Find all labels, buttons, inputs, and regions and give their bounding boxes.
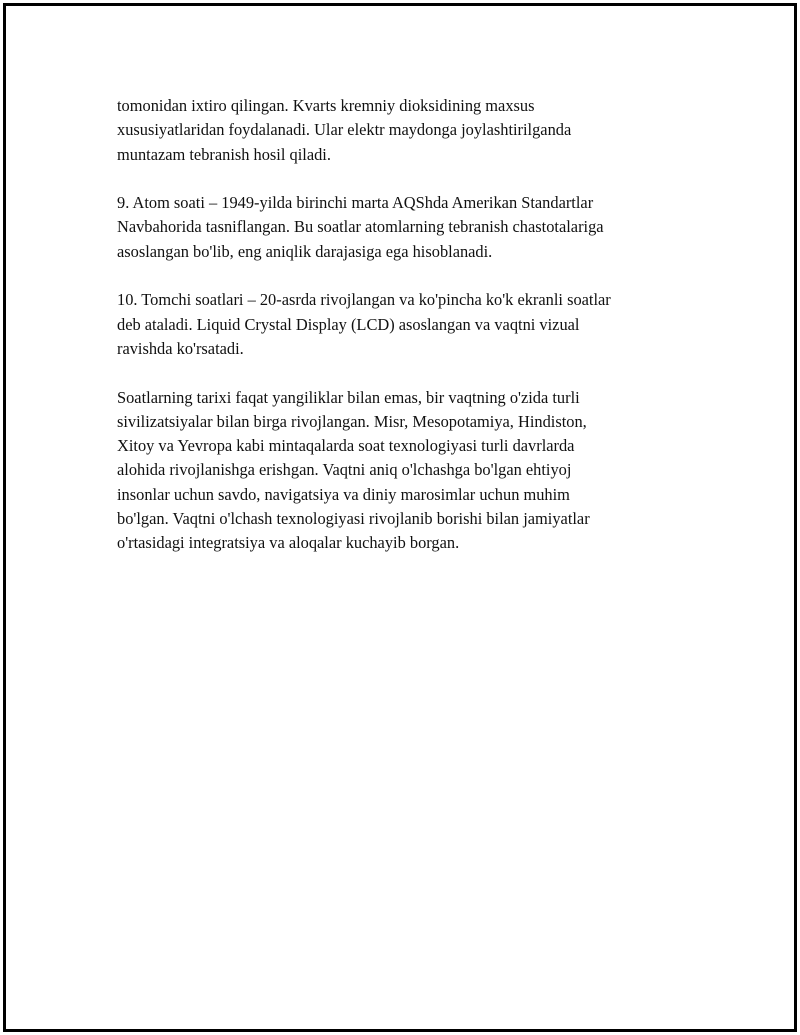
text-line: alohida rivojlanishga erishgan. Vaqtni aniq o'lchashga bo'lgan ehtiyoj bbox=[117, 460, 572, 480]
text-line: deb ataladi. Liquid Crystal Display (LCD) asoslangan va vaqtni vizual bbox=[117, 314, 580, 334]
text-line: sivilizatsiyalar bilan birga rivojlangan. Misr, Mesopotamiya, Hindiston, bbox=[117, 411, 587, 431]
text-line: 9. Atom soati – 1949-yilda birinchi marta AQShda Amerikan Standartlar bbox=[117, 193, 594, 213]
text-line: Xitoy va Yevropa kabi mintaqalarda soat texnologiyasi turli davrlarda bbox=[117, 436, 575, 456]
text-line: asoslangan bo'lib, eng aniqlik darajasiga ega hisoblanadi. bbox=[117, 241, 493, 261]
paragraph-quartz-clock-continued bbox=[117, 94, 697, 167]
text-line: insonlar uchun savdo, navigatsiya va diniy marosimlar uchun muhim bbox=[117, 484, 570, 504]
text-line: bo'lgan. Vaqtni o'lchash texnologiyasi rivojlanib borishi bilan jamiyatlar bbox=[117, 509, 590, 529]
text-line: o'rtasidagi integratsiya va aloqalar kuchayib borgan. bbox=[117, 533, 460, 553]
text-line: muntazam tebranish hosil qiladi. bbox=[117, 144, 331, 164]
text-line: xususiyatlaridan foydalanadi. Ular elektr maydonga joylashtirilganda bbox=[117, 120, 572, 140]
paragraph-lcd-clock bbox=[117, 288, 697, 361]
paragraph-atomic-clock bbox=[117, 191, 697, 264]
text-line: Navbahorida tasniflangan. Bu soatlar atomlarning tebranish chastotalariga bbox=[117, 217, 604, 237]
document-body bbox=[117, 94, 697, 580]
text-line: tomonidan ixtiro qilingan. Kvarts kremniy dioksidining maxsus bbox=[117, 96, 535, 115]
paragraph-clock-history bbox=[117, 386, 697, 556]
text-line: 10. Tomchi soatlari – 20-asrda rivojlangan va ko'pincha ko'k ekranli soatlar bbox=[117, 290, 611, 310]
text-line: Soatlarning tarixi faqat yangiliklar bilan emas, bir vaqtning o'zida turli bbox=[117, 387, 580, 407]
text-line: ravishda ko'rsatadi. bbox=[117, 338, 244, 358]
